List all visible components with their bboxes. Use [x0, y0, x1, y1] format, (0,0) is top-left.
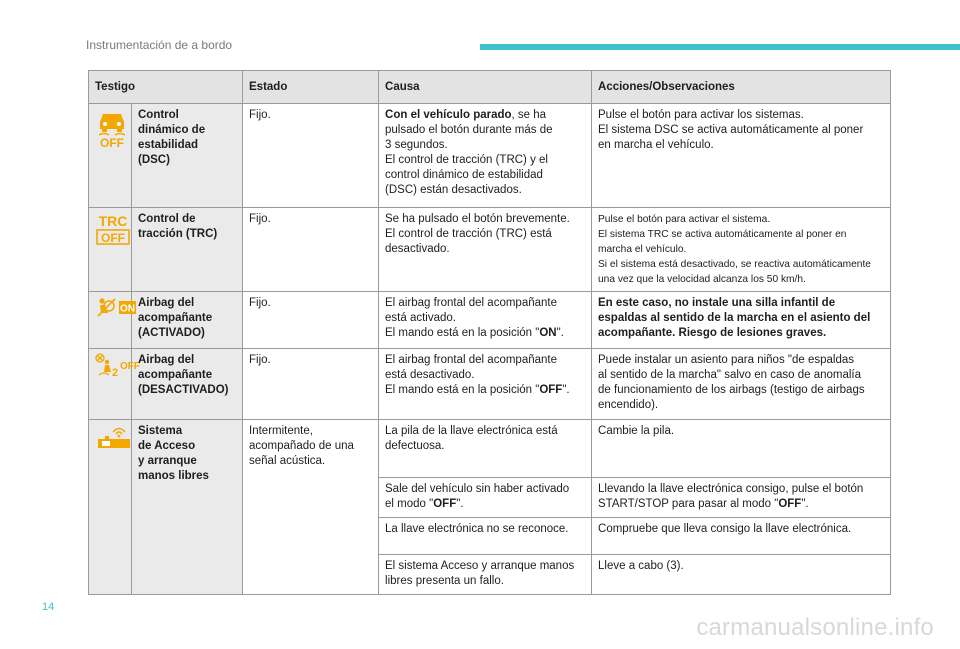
indicator-name: Control de tracción (TRC)	[132, 208, 243, 292]
causa-cell: La llave electrónica no se reconoce.	[379, 518, 592, 555]
col-header-acciones: Acciones/Observaciones	[592, 71, 891, 104]
indicator-name: Airbag del acompañante (ACTIVADO)	[132, 292, 243, 349]
indicator-icon-cell	[89, 208, 132, 292]
airbag-on-icon	[95, 296, 137, 320]
col-header-causa: Causa	[379, 71, 592, 104]
table-row	[89, 208, 891, 292]
estado-cell: Fijo.	[243, 292, 379, 349]
airbag-on-text: ON	[120, 303, 135, 315]
dsc-off-text: OFF	[100, 136, 124, 148]
indicator-name: Sistema de Acceso y arranque manos libres	[132, 420, 243, 595]
col-header-testigo: Testigo	[89, 71, 243, 104]
table-header-row	[89, 71, 891, 104]
causa-cell: La pila de la llave electrónica está defectuosa.	[379, 420, 592, 478]
acciones-cell: Cambie la pila.	[592, 420, 891, 478]
table-row	[89, 420, 891, 478]
airbag-off-text: OFF	[120, 361, 140, 372]
table-row	[89, 349, 891, 420]
causa-cell: El sistema Acceso y arranque manos libres presenta un fallo.	[379, 555, 592, 595]
table-row	[89, 104, 891, 208]
causa-cell: Con el vehículo parado, se ha pulsado el botón durante más de 3 segundos. El control de tracción (TRC) y el control dinámico de estabilidad (DSC) están desactivados.	[379, 104, 592, 208]
acciones-cell: Pulse el botón para activar los sistemas. El sistema DSC se activa automáticamente al poner en marcha el vehículo.	[592, 104, 891, 208]
trc-off-text: OFF	[101, 231, 125, 245]
indicator-icon-cell	[89, 420, 132, 595]
trc-text: TRC	[98, 213, 128, 229]
estado-cell: Fijo.	[243, 349, 379, 420]
airbag-off-icon	[95, 353, 141, 379]
acciones-cell: Puede instalar un asiento para niños "de espaldas al sentido de la marcha" salvo en caso de anomalía de funcionamiento de los airbags (testigo de airbags encendido).	[592, 349, 891, 420]
trc-off-icon	[95, 212, 131, 246]
indicator-name: Airbag del acompañante (DESACTIVADO)	[132, 349, 243, 420]
causa-cell: Sale del vehículo sin haber activado el modo "OFF".	[379, 478, 592, 518]
col-header-estado: Estado	[243, 71, 379, 104]
estado-cell: Fijo.	[243, 208, 379, 292]
acciones-cell: Llevando la llave electrónica consigo, pulse el botón START/STOP para pasar al modo "OFF".	[592, 478, 891, 518]
causa-cell: El airbag frontal del acompañante está activado. El mando está en la posición "ON".	[379, 292, 592, 349]
indicator-icon-cell	[89, 349, 140, 420]
section-title: Instrumentación de a bordo	[86, 38, 233, 52]
airbag-off-two: 2	[111, 367, 119, 379]
indicator-icon-cell	[89, 104, 132, 208]
indicator-icon-cell	[89, 292, 135, 349]
causa-cell: Se ha pulsado el botón brevemente. El control de tracción (TRC) está desactivado.	[379, 208, 592, 292]
estado-cell: Intermitente, acompañado de una señal acústica.	[243, 420, 379, 595]
watermark: carmanualsonline.info	[696, 614, 934, 641]
table-row	[89, 292, 891, 349]
acciones-cell: Pulse el botón para activar el sistema. El sistema TRC se activa automáticamente al poner en marcha el vehículo. Si el sistema está desactivado, se reactiva automáticamente una vez que la velocidad alcanza los 50 km/h.	[592, 208, 891, 292]
acciones-cell: En este caso, no instale una silla infantil de espaldas al sentido de la marcha en el asiento del acompañante. Riesgo de lesiones graves.	[592, 292, 891, 349]
estado-cell: Fijo.	[243, 104, 379, 208]
causa-cell: El airbag frontal del acompañante está desactivado. El mando está en la posición "OFF".	[379, 349, 592, 420]
indicator-name: Control dinámico de estabilidad (DSC)	[132, 104, 243, 208]
dsc-off-icon	[95, 108, 129, 148]
acciones-cell: Compruebe que lleva consigo la llave electrónica.	[592, 518, 891, 555]
keyless-entry-icon	[95, 424, 133, 452]
indicator-table	[88, 70, 891, 595]
header-accent-bar	[480, 44, 960, 50]
acciones-cell: Lleve a cabo (3).	[592, 555, 891, 595]
page-number: 14	[42, 601, 55, 613]
